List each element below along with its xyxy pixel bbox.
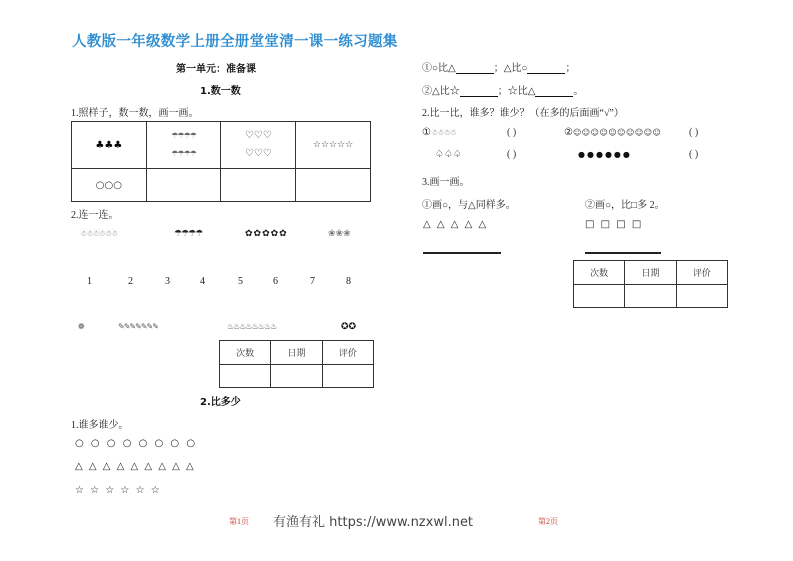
eval-header-count: 次数 (220, 341, 271, 365)
document-title: 人教版一年级数学上册全册堂堂清一课一练习题集 (72, 34, 398, 50)
triangle-row: △ △ △ △ △ (423, 219, 487, 230)
answer-cell-blank[interactable] (146, 169, 221, 202)
check-paren[interactable]: ( ) (507, 127, 517, 138)
draw-instruction-1: ①画○，与△同样多。 (422, 200, 516, 211)
compare-label: ②△比☆ (422, 86, 460, 97)
circled-star-icon-group: ✪✪ (341, 322, 357, 332)
eval-value-date[interactable] (625, 285, 676, 308)
check-paren[interactable]: ( ) (507, 149, 517, 160)
q1-prompt: 1.照样子，数一数，画一画。 (71, 108, 199, 119)
unit-heading: 第一单元：准备课 (176, 64, 256, 75)
dark-dot-icon-group: ●●●●●● (578, 150, 632, 159)
eval-table-right (573, 260, 728, 308)
eval-header-rating: 评价 (322, 341, 373, 365)
page-number-right: 第2页 (538, 517, 558, 526)
number-8: 8 (346, 276, 351, 287)
snowman-icon-group: ☃☃☃☃☃☃ (80, 229, 118, 238)
snowman-icon-group: ☃☃☃☃ (430, 128, 456, 137)
circle-icon-group: ○○○ (95, 179, 122, 191)
marker: ② (564, 127, 573, 138)
separator: ； (565, 63, 576, 74)
heart-icon-group: ♡♡♡ (244, 130, 272, 141)
check-paren[interactable]: ( ) (689, 149, 699, 160)
number-6: 6 (273, 276, 278, 287)
separator: ； (497, 86, 508, 97)
square-row: □ □ □ □ (585, 219, 642, 230)
eval-header-date: 日期 (271, 341, 322, 365)
section2-q1-prompt: 1.谁多谁少。 (71, 420, 129, 431)
q3-prompt: 3.画一画。 (422, 177, 470, 188)
triangle-row: △ △ △ △ △ △ △ △ △ (75, 461, 194, 472)
circle-row: ○ ○ ○ ○ ○ ○ ○ ○ (75, 438, 196, 449)
compare-label: △比○ (503, 63, 528, 74)
eval-header-date: 日期 (625, 261, 676, 285)
q2-prompt: 2.连一连。 (71, 210, 119, 221)
eval-value-count[interactable] (220, 365, 271, 388)
spade-icon-group: ♤♤♤ (435, 149, 462, 160)
answer-line-1[interactable] (423, 252, 501, 254)
umbrella-icon-group: ☂☂☂☂ (171, 149, 196, 158)
check-paren[interactable]: ( ) (689, 127, 699, 138)
answer-blank[interactable] (456, 65, 494, 74)
marker: ① (422, 127, 431, 138)
separator: 。 (573, 86, 584, 97)
count-cell-clubs (72, 122, 147, 169)
eval-header-rating: 评价 (676, 261, 727, 285)
eval-header-count: 次数 (574, 261, 625, 285)
eval-value-date[interactable] (271, 365, 322, 388)
star-icon-group: ☆☆☆☆☆ (312, 140, 354, 150)
umbrella-icon-group: ☂☂☂☂ (171, 131, 196, 140)
number-4: 4 (200, 276, 205, 287)
flower-icon-group: ✿✿✿✿✿ (245, 229, 288, 239)
compare-item-1 (422, 59, 575, 74)
answer-cell-blank[interactable] (221, 169, 296, 202)
clubs-icon-group: ♣♣♣ (95, 139, 123, 151)
number-2: 2 (128, 276, 133, 287)
part2-row1 (564, 127, 661, 138)
section2-heading: 2.比多少 (200, 397, 241, 408)
gear-flower-icon: ❁ (78, 322, 85, 331)
count-cell-stars (296, 122, 371, 169)
pencil-icon-group: ✎✎✎✎✎✎✎ (118, 322, 158, 331)
number-3: 3 (165, 276, 170, 287)
count-cell-hearts (221, 122, 296, 169)
count-cell-umbrellas (146, 122, 221, 169)
site-watermark: 有渔有礼 https://www.nzxwl.net (273, 515, 474, 530)
count-table (71, 121, 371, 202)
number-5: 5 (238, 276, 243, 287)
answer-blank[interactable] (527, 65, 565, 74)
eval-value-rating[interactable] (322, 365, 373, 388)
separator: ； (493, 63, 504, 74)
smiley-icon-group: ☺☺☺☺☺☺☺☺☺☺ (572, 128, 662, 137)
blossom-icon-group: ❀❀❀ (328, 229, 351, 239)
eval-value-count[interactable] (574, 285, 625, 308)
compare-label: ①○比△ (422, 63, 456, 74)
umbrella-icon-group: ☂☂☂☂ (174, 229, 203, 239)
eval-table-left (219, 340, 374, 388)
part1-row1 (422, 127, 456, 138)
hotspring-icon-group: ♨♨♨♨♨♨♨♨ (227, 322, 277, 331)
answer-cell-blank[interactable] (296, 169, 371, 202)
star-row: ☆ ☆ ☆ ☆ ☆ ☆ (75, 485, 160, 496)
compare-label: ☆比△ (507, 86, 536, 97)
number-1: 1 (87, 276, 92, 287)
section1-heading: 1.数一数 (200, 86, 241, 97)
answer-line-2[interactable] (585, 252, 661, 254)
q2-compare-prompt: 2.比一比，谁多？谁少？（在多的后面画“√”） (422, 108, 624, 119)
answer-blank[interactable] (460, 88, 498, 97)
compare-item-2 (422, 82, 583, 97)
page-number-left: 第1页 (229, 517, 249, 526)
answer-cell-circles (72, 169, 147, 202)
eval-value-rating[interactable] (676, 285, 727, 308)
number-7: 7 (310, 276, 315, 287)
heart-icon-group: ♡♡♡ (244, 148, 272, 159)
answer-blank[interactable] (535, 88, 573, 97)
draw-instruction-2: ②画○，比□多 2。 (585, 200, 665, 211)
